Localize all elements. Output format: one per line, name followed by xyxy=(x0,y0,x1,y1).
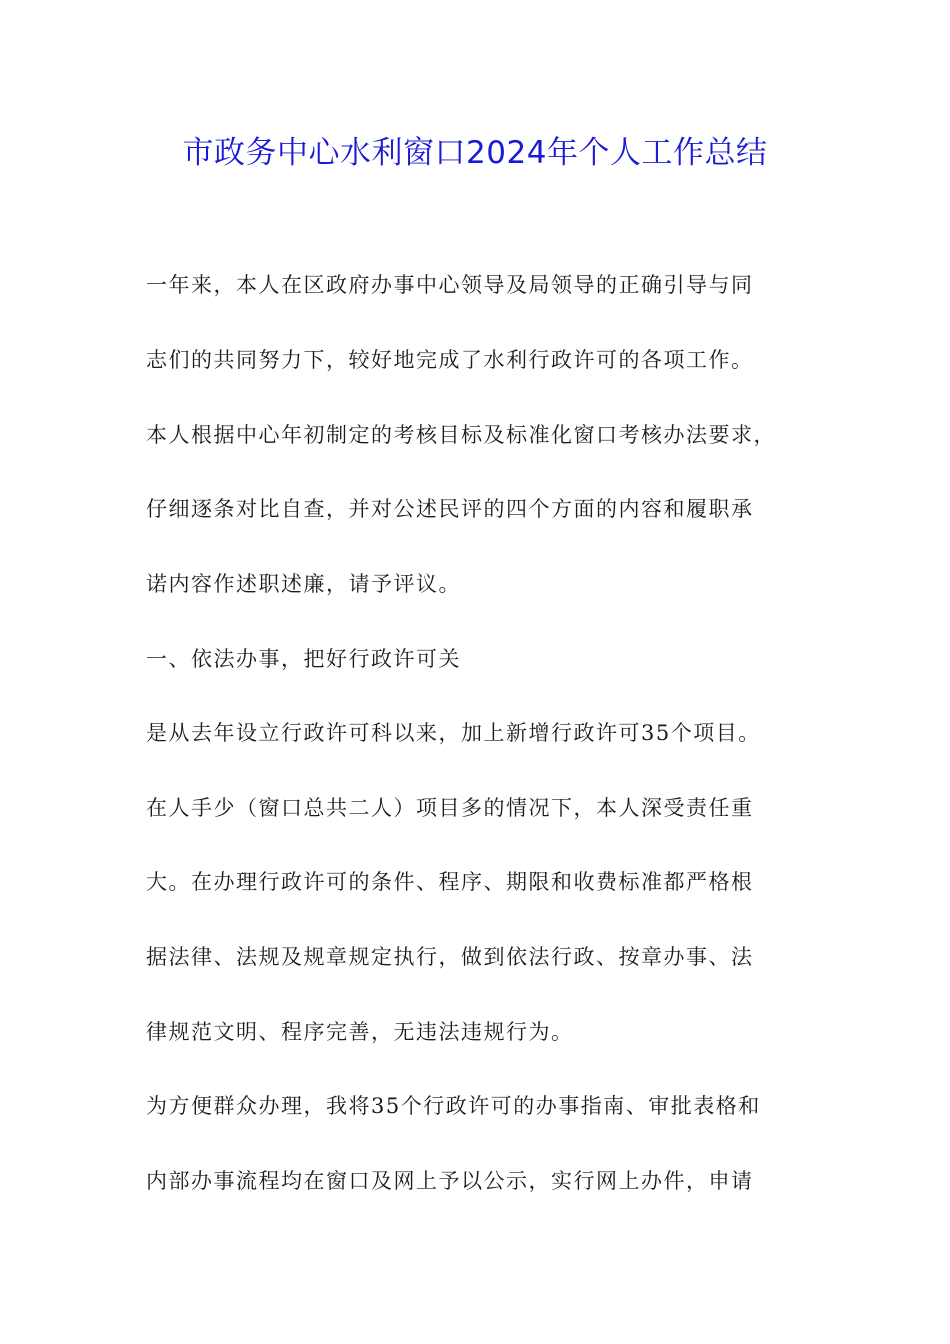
body-line-12: 为方便群众办理，我将35个行政许可的办事指南、审批表格和 xyxy=(146,1094,761,1118)
body-line-13: 内部办事流程均在窗口及网上予以公示，实行网上办件，申请 xyxy=(146,1169,754,1193)
body-line-8: 在人手少（窗口总共二人）项目多的情况下，本人深受责任重 xyxy=(146,796,754,820)
section-heading-1: 一、依法办事，把好行政许可关 xyxy=(146,647,461,671)
body-line-1: 一年来，本人在区政府办事中心领导及局领导的正确引导与同 xyxy=(146,273,754,297)
body-line-10: 据法律、法规及规章规定执行，做到依法行政、按章办事、法 xyxy=(146,945,754,969)
body-line-4: 仔细逐条对比自查，并对公述民评的四个方面的内容和履职承 xyxy=(146,497,754,521)
body-line-9: 大。在办理行政许可的条件、程序、期限和收费标准都严格根 xyxy=(146,870,754,894)
body-line-11: 律规范文明、程序完善，无违法违规行为。 xyxy=(146,1020,574,1044)
body-line-5: 诺内容作述职述廉，请予评议。 xyxy=(146,572,461,596)
body-line-7: 是从去年设立行政许可科以来，加上新增行政许可35个项目。 xyxy=(146,721,761,745)
document-title: 市政务中心水利窗口2024年个人工作总结 xyxy=(182,135,768,171)
body-line-2: 志们的共同努力下，较好地完成了水利行政许可的各项工作。 xyxy=(146,348,754,372)
body-line-3: 本人根据中心年初制定的考核目标及标准化窗口考核办法要求， xyxy=(146,423,776,447)
